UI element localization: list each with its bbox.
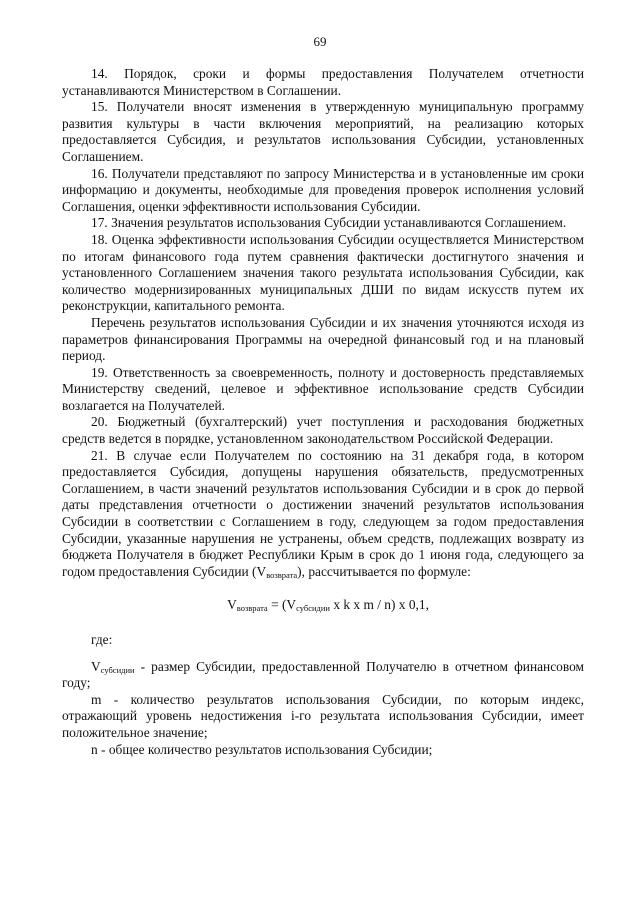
paragraph-21-tail: ), рассчитывается по формуле: [297,563,471,579]
paragraph-results-list: Перечень результатов использования Субсидии и их значения уточняются исходя из параметров финансирования Программы на очередной финансовый год и на плановый период. [62,314,584,364]
paragraph-21-subscript: возврата [266,569,298,580]
definition-text: - количество результатов использования Субсидии, по которым индекс, отражающий уровень недостижения i-го результата использования Субсидии, имеет положительное значение; [62,691,584,740]
paragraph-15: 15. Получатели вносят изменения в утвержденную муниципальную программу развития культуры в части включения мероприятий, на реализацию которых предоставляется Субсидия, и результатов использования Субсидии, установленных Соглашением. [62,99,584,164]
document-body [62,66,584,758]
paragraph-21 [62,448,584,581]
formula-eq: = (V [267,597,297,613]
formula-rhs-subscript: субсидии [296,603,330,614]
paragraph-18: 18. Оценка эффективности использования Субсидии осуществляется Министерством по итогам финансового года путем сравнения фактически достигнутого значения и установленного Соглашением значения такого результата использования Субсидии, как количество модернизированных муниципальных ДШИ по видам искусств путем их реконструкции, капитального ремонта. [62,231,584,314]
where-label: где: [91,632,113,647]
paragraph-16: 16. Получатели представляют по запросу Министерства и в установленные им сроки информацию и документы, необходимые для проведения проверок исполнения условий Соглашения, оценки эффективности использования Субсидии. [62,165,584,214]
definition-n [62,742,584,759]
paragraph-21-text: 21. В случае если Получателем по состоянию на 31 декабря года, в котором предоставляется Субсидия, допущены нарушения обязательств, предусмотренных Соглашением, в части значений результатов использования Субсидии и в срок до первой даты представления отчетности о достижении значений результатов использования Субсидии в соответствии с Соглашением в году, следующем за годом предоставления Субсидии, указанные нарушения не устранены, объем средств, подлежащих возврату из бюджета Получателя в бюджет Республики Крым в срок до 1 июня года, следующего за годом предоставления Субсидии (V [62,447,584,579]
definition-m [62,692,584,742]
formula-rhs: x k x m / n) x 0,1, [329,597,429,613]
definition-symbol-subscript: субсидии [100,664,135,675]
refund-formula [62,597,584,614]
paragraph-14: 14. Порядок, сроки и формы предоставления Получателем отчетности устанавливаются Министерством в Соглашении. [62,66,584,98]
definition-text: - общее количество результатов использования Субсидии; [97,741,433,757]
formula-lhs-subscript: возврата [236,603,268,614]
definition-symbol: V [91,658,101,674]
definition-symbol: m [91,691,102,707]
paragraph-17: 17. Значения результатов использования Субсидии устанавливаются Соглашением. [91,215,567,231]
definition-text: - размер Субсидии, предоставленной Получателю в отчетном финансовом году; [62,658,584,691]
paragraph-19: 19. Ответственность за своевременность, полноту и достоверность представляемых Министерству сведений, целевое и эффективное использование средств Субсидии возлагается на Получателей. [62,364,584,413]
definition-v-subsidy [62,659,584,692]
definition-symbol: n [91,741,98,757]
paragraph-20: 20. Бюджетный (бухгалтерский) учет поступления и расходования бюджетных средств ведется в порядке, установленном законодательством Российской Федерации. [62,414,584,447]
page-number: 69 [313,34,327,49]
formula-lhs: V [227,597,237,613]
